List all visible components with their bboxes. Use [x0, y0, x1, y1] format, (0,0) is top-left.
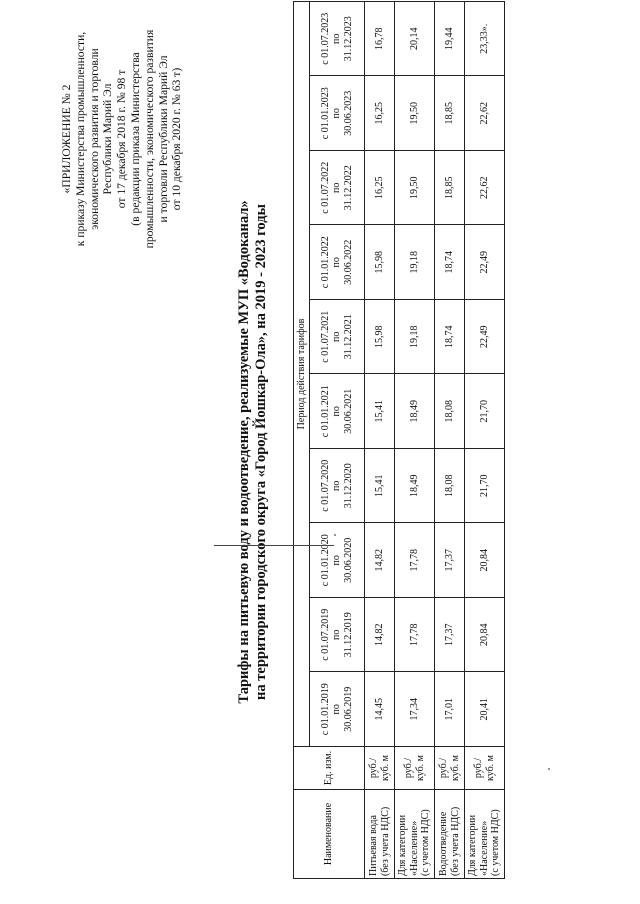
tariff-value: 18,74: [435, 225, 465, 300]
period-from: с 01.07.2021: [319, 310, 331, 363]
period-header: [310, 300, 365, 375]
period-from: с 01.01.2022: [319, 236, 331, 289]
period-to: 30.06.2019: [342, 686, 354, 732]
title-line-2: на территории городского округа «Город Йошкар-Ола», на 2019 - 2023 годы: [253, 204, 269, 700]
tariff-value: 21,70: [465, 449, 505, 524]
tariff-value: 14,82: [365, 598, 395, 673]
period-header: [310, 225, 365, 300]
appendix-line: (в редакции приказа Министерства: [128, 52, 142, 226]
tariff-value: 16,25: [365, 76, 395, 151]
tariff-value: 20,84: [465, 598, 505, 673]
scan-speck: [334, 534, 336, 536]
row-name-line: Для категории: [467, 814, 479, 876]
period-by: по: [331, 555, 343, 566]
row-name-line: Водоотведение: [438, 811, 449, 876]
period-from: с 01.01.2019: [319, 683, 331, 736]
tariff-value: 22,62: [465, 76, 505, 151]
period-header: [310, 672, 365, 747]
tariff-value: 20,14: [395, 2, 435, 77]
period-to: 31.12.2023: [342, 16, 354, 62]
tariff-value: 14,45: [365, 672, 395, 747]
row-unit-line: куб. м: [414, 755, 426, 782]
appendix-line: «ПРИЛОЖЕНИЕ № 2: [60, 84, 73, 194]
row-unit: [365, 747, 395, 790]
tariff-value: 18,85: [435, 76, 465, 151]
period-to: 31.12.2020: [342, 463, 354, 509]
period-by: по: [331, 480, 343, 491]
tariff-value: 15,41: [365, 449, 395, 524]
row-name-line: «Население»: [408, 820, 420, 876]
header-period: Период действия тарифов: [294, 2, 310, 747]
row-unit-line: руб./: [473, 757, 484, 779]
row-name-line: «Население»: [478, 820, 490, 876]
row-name-line: Для категории: [397, 814, 409, 876]
period-header: [310, 449, 365, 524]
appendix-line: от 10 декабря 2020 г. № 63 т): [170, 67, 184, 211]
tariff-value: 18,49: [395, 449, 435, 524]
tariff-value: 17,37: [435, 523, 465, 598]
header-unit: Ед. изм.: [294, 747, 365, 790]
separator-line: [214, 545, 334, 546]
period-header: [310, 76, 365, 151]
appendix-line: экономического развития и торговли: [87, 48, 101, 230]
tariff-value: 19,18: [395, 300, 435, 375]
period-from: с 01.01.2020: [319, 534, 331, 587]
period-by: по: [331, 182, 343, 193]
row-name-line: (с учетом НДС): [420, 809, 432, 876]
appendix-line: Республики Марий Эл: [101, 83, 115, 195]
document-title: [236, 0, 270, 904]
tariff-value: 19,44: [435, 2, 465, 77]
row-unit: [465, 747, 505, 790]
period-by: по: [331, 331, 343, 342]
period-to: 30.06.2020: [342, 537, 354, 583]
tariff-value: 18,85: [435, 151, 465, 226]
tariff-value: 19,50: [395, 76, 435, 151]
title-line-1: Тарифы на питьевую воду и водоотведение, реализуемые МУП «Водоканал»: [236, 200, 252, 704]
period-by: по: [331, 629, 343, 640]
row-name: [365, 790, 395, 879]
tariff-value: 21,70: [465, 374, 505, 449]
table-row: [435, 2, 465, 879]
row-name: [395, 790, 435, 879]
period-header: [310, 598, 365, 673]
row-unit-line: руб./: [438, 757, 449, 779]
tariff-value: 17,78: [395, 598, 435, 673]
period-to: 31.12.2019: [342, 612, 354, 658]
tariff-value: 18,08: [435, 374, 465, 449]
table-row: [365, 2, 395, 879]
row-unit-line: руб./: [368, 757, 379, 779]
tariff-value: 18,49: [395, 374, 435, 449]
appendix-line: к приказу Министерства промышленности,: [73, 31, 87, 247]
period-by: по: [331, 108, 343, 119]
period-by: по: [331, 33, 343, 44]
tariff-value: 20,84: [465, 523, 505, 598]
scan-speck: [548, 768, 550, 770]
tariff-value: 22,62: [465, 151, 505, 226]
period-by: по: [331, 257, 343, 268]
period-header: [310, 151, 365, 226]
period-from: с 01.01.2021: [319, 385, 331, 438]
tariff-value: 14,82: [365, 523, 395, 598]
tariff-value: 20,41: [465, 672, 505, 747]
row-unit-line: куб. м: [449, 755, 461, 782]
row-unit-line: куб. м: [484, 755, 496, 782]
row-name-line: (с учетом НДС): [490, 809, 502, 876]
tariff-value: 18,74: [435, 300, 465, 375]
period-header: [310, 523, 365, 598]
tariff-table: [293, 1, 505, 879]
table-body: [365, 2, 505, 879]
period-to: 30.06.2021: [342, 388, 354, 434]
tariff-value: 18,08: [435, 449, 465, 524]
appendix-header: [60, 0, 184, 279]
tariff-value: 17,78: [395, 523, 435, 598]
table-row: [395, 2, 435, 879]
tariff-value: 17,34: [395, 672, 435, 747]
tariff-value: 19,18: [395, 225, 435, 300]
period-to: 31.12.2022: [342, 165, 354, 211]
tariff-value: 23,33».: [465, 2, 505, 77]
row-unit-line: руб./: [403, 757, 414, 779]
row-unit-line: куб. м: [379, 755, 391, 782]
period-from: с 01.07.2019: [319, 608, 331, 661]
tariff-value: 15,98: [365, 300, 395, 375]
period-from: с 01.01.2023: [319, 87, 331, 140]
period-header: [310, 374, 365, 449]
tariff-value: 15,41: [365, 374, 395, 449]
period-to: 30.06.2022: [342, 239, 354, 285]
table-row: [465, 2, 505, 879]
appendix-line: промышленности, экономического развития: [142, 29, 156, 249]
appendix-line: и торговли Республики Марий Эл: [156, 55, 170, 223]
tariff-value: 22,49: [465, 225, 505, 300]
tariff-value: 15,98: [365, 225, 395, 300]
tariff-value: 17,01: [435, 672, 465, 747]
period-by: по: [331, 704, 343, 715]
appendix-line: от 17 декабря 2018 г. № 98 т: [115, 69, 129, 209]
header-row: [294, 2, 310, 879]
tariff-value: 19,50: [395, 151, 435, 226]
row-unit: [395, 747, 435, 790]
period-from: с 01.07.2020: [319, 459, 331, 512]
period-from: с 01.07.2022: [319, 161, 331, 214]
row-name-line: (без учета НДС): [449, 806, 461, 876]
tariff-value: 17,37: [435, 598, 465, 673]
period-from: с 01.07.2023: [319, 12, 331, 65]
row-name: [435, 790, 465, 879]
row-name: [465, 790, 505, 879]
period-to: 30.06.2023: [342, 90, 354, 136]
period-by: по: [331, 406, 343, 417]
row-name-line: Питьевая вода: [368, 815, 379, 876]
tariff-value: 16,25: [365, 151, 395, 226]
tariff-value: 22,49: [465, 300, 505, 375]
period-to: 31.12.2021: [342, 314, 354, 360]
row-unit: [435, 747, 465, 790]
header-name: Наименование: [294, 790, 365, 879]
tariff-value: 16,78: [365, 2, 395, 77]
row-name-line: (без учета НДС): [379, 806, 391, 876]
period-header: [310, 2, 365, 77]
